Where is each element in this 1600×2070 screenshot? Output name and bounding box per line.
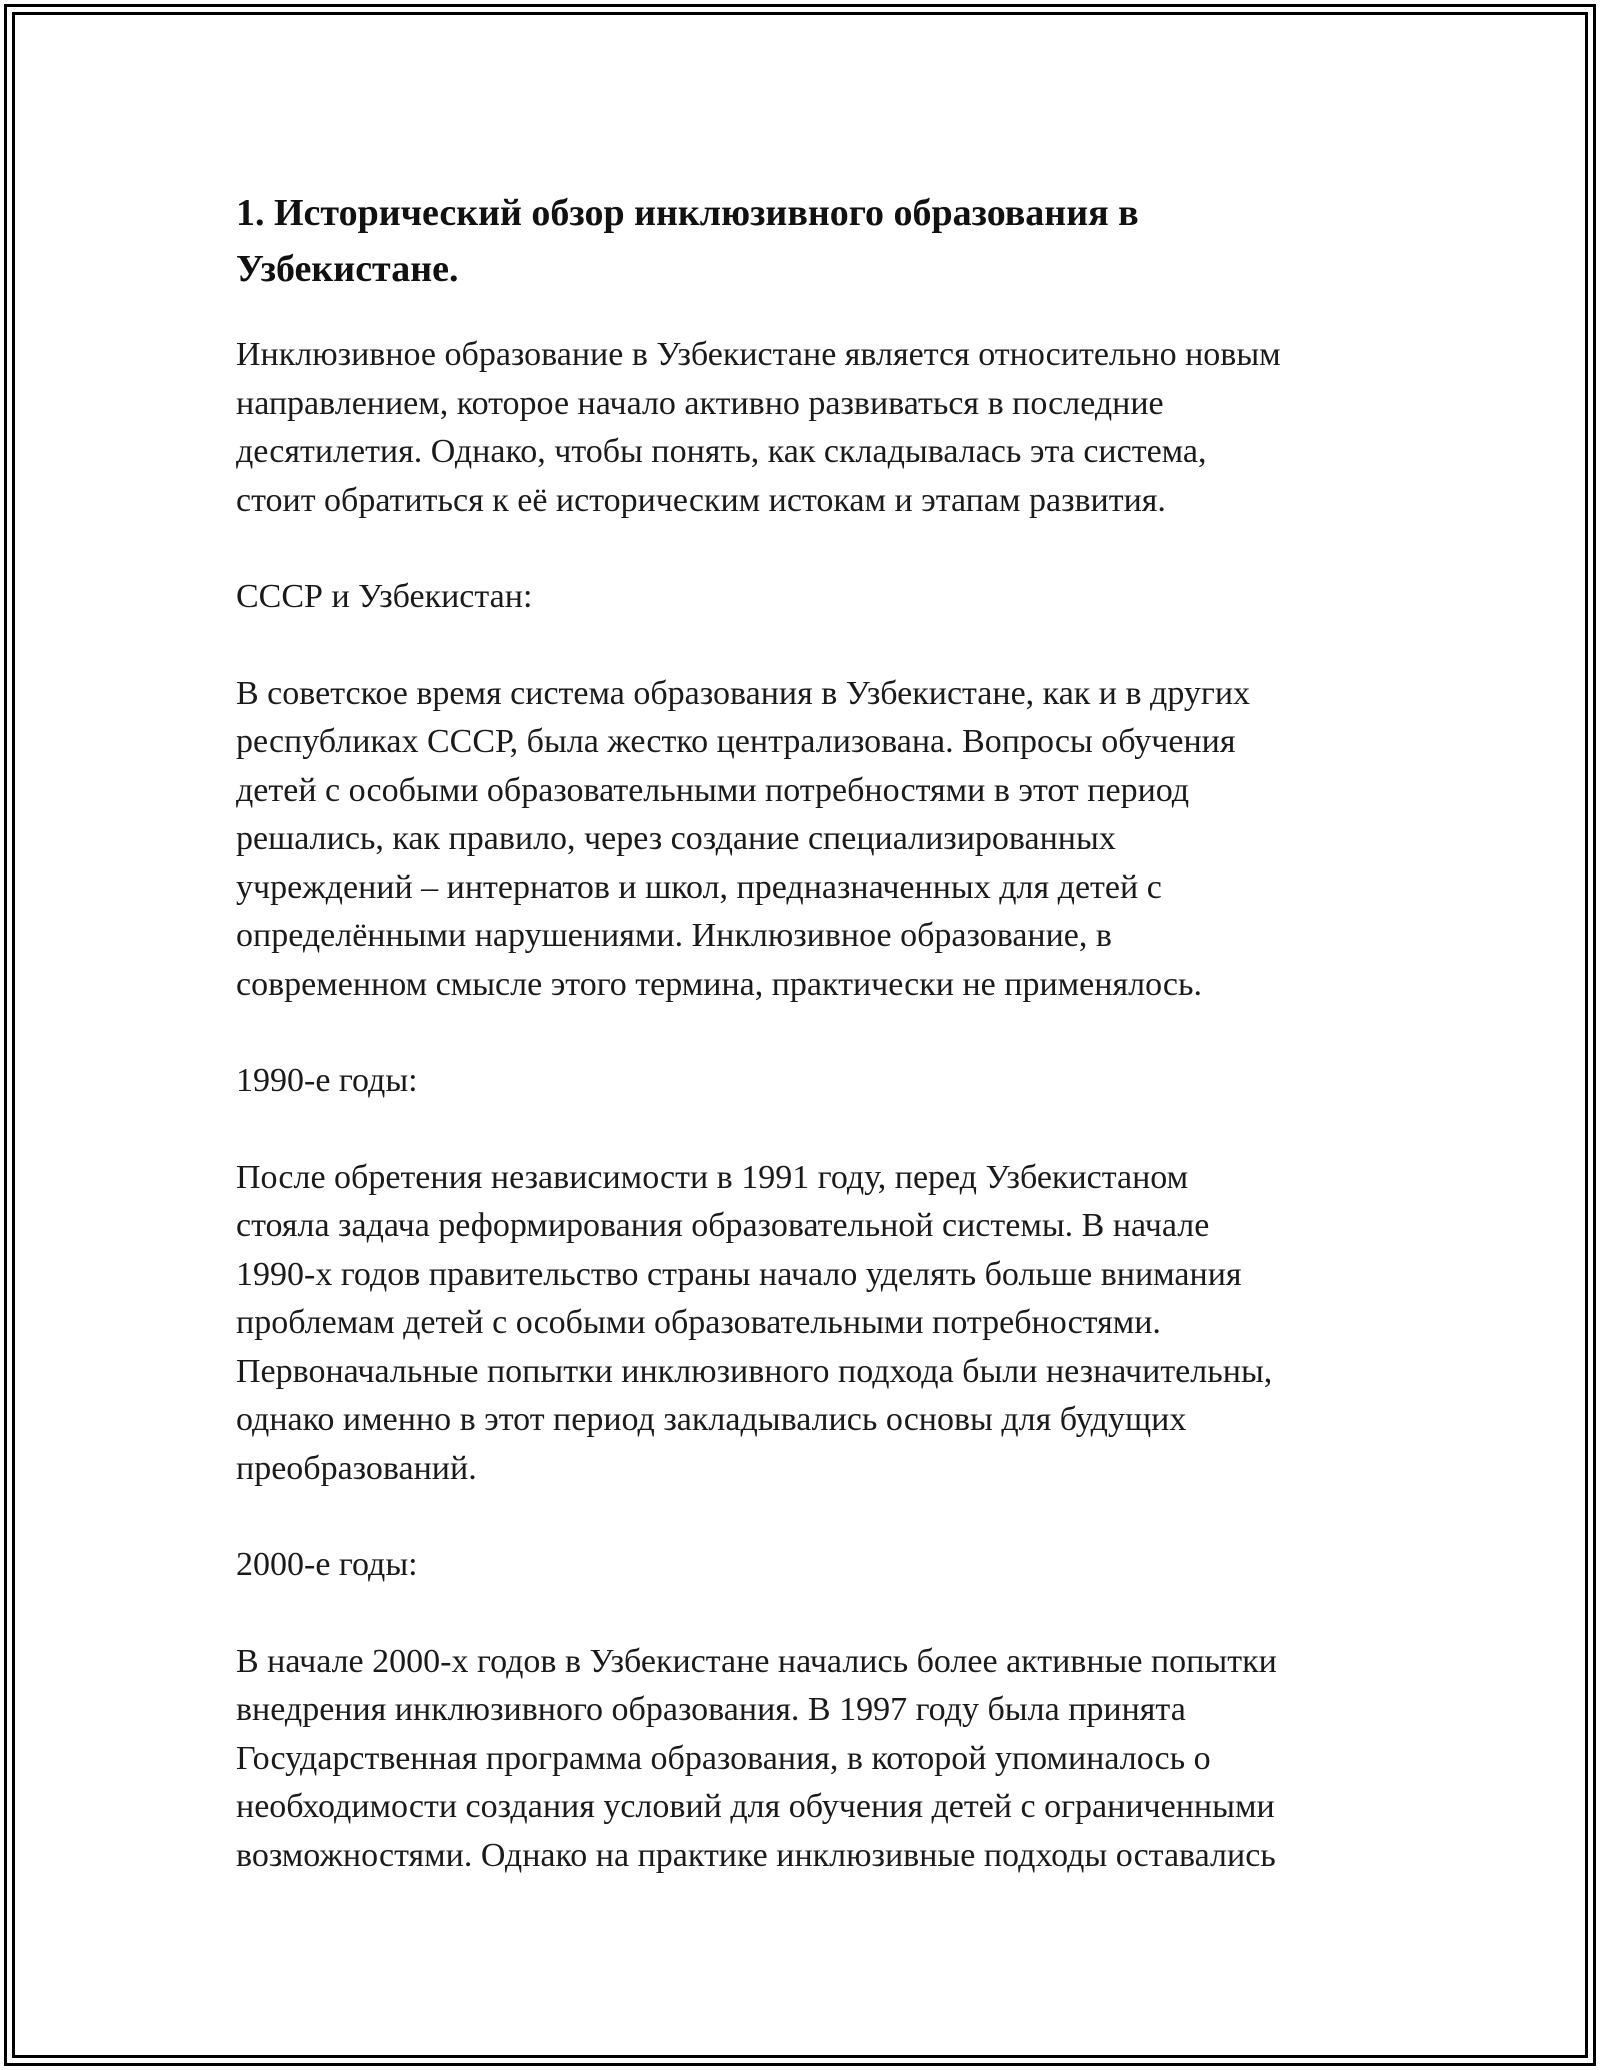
section-heading-2000s: 2000-е годы:	[236, 1546, 418, 1583]
2000s-paragraph: В начале 2000-х годов в Узбекистане начались более активные попытки внедрения инклюзивного образования. В 1997 году была принята Государственная программа образования, в которой упоминалось о необходимости создания условий для обучения детей с ограниченными возможностями. Однако на практике инклюзивные подходы оставались	[236, 1642, 1277, 1874]
section-heading-ussr: СССР и Узбекистан:	[236, 578, 533, 615]
1990s-paragraph: После обретения независимости в 1991 году, перед Узбекистаном стояла задача реформирования образовательной системы. В начале 1990-х годов правительство страны начало уделять больше внимания проблемам детей с особыми образовательными потребностями. Первоначальные попытки инклюзивного подхода были незначительны, однако именно в этот период закладывались основы для будущих преобразований.	[236, 1158, 1273, 1487]
intro-paragraph: Инклюзивное образование в Узбекистане является относительно новым направлением, которое начало активно развиваться в последние десятилетия. Однако, чтобы понять, как складывалась эта система, стоит обратиться к её историческим истокам и этапам развития.	[236, 336, 1281, 519]
document-title: 1. Исторический обзор инклюзивного образования в Узбекистане.	[236, 192, 1139, 290]
section-heading-1990s: 1990-е годы:	[236, 1062, 418, 1099]
ussr-paragraph: В советское время система образования в Узбекистане, как и в других республиках СССР, была жестко централизована. Вопросы обучения детей с особыми образовательными потребностями в этот период решались, как правило, через создание специализированных учреждений – интернатов и школ, предназначенных для детей с определёнными нарушениями. Инклюзивное образование, в современном смысле этого термина, практически не применялось.	[236, 674, 1251, 1003]
document-body	[236, 185, 1406, 1928]
